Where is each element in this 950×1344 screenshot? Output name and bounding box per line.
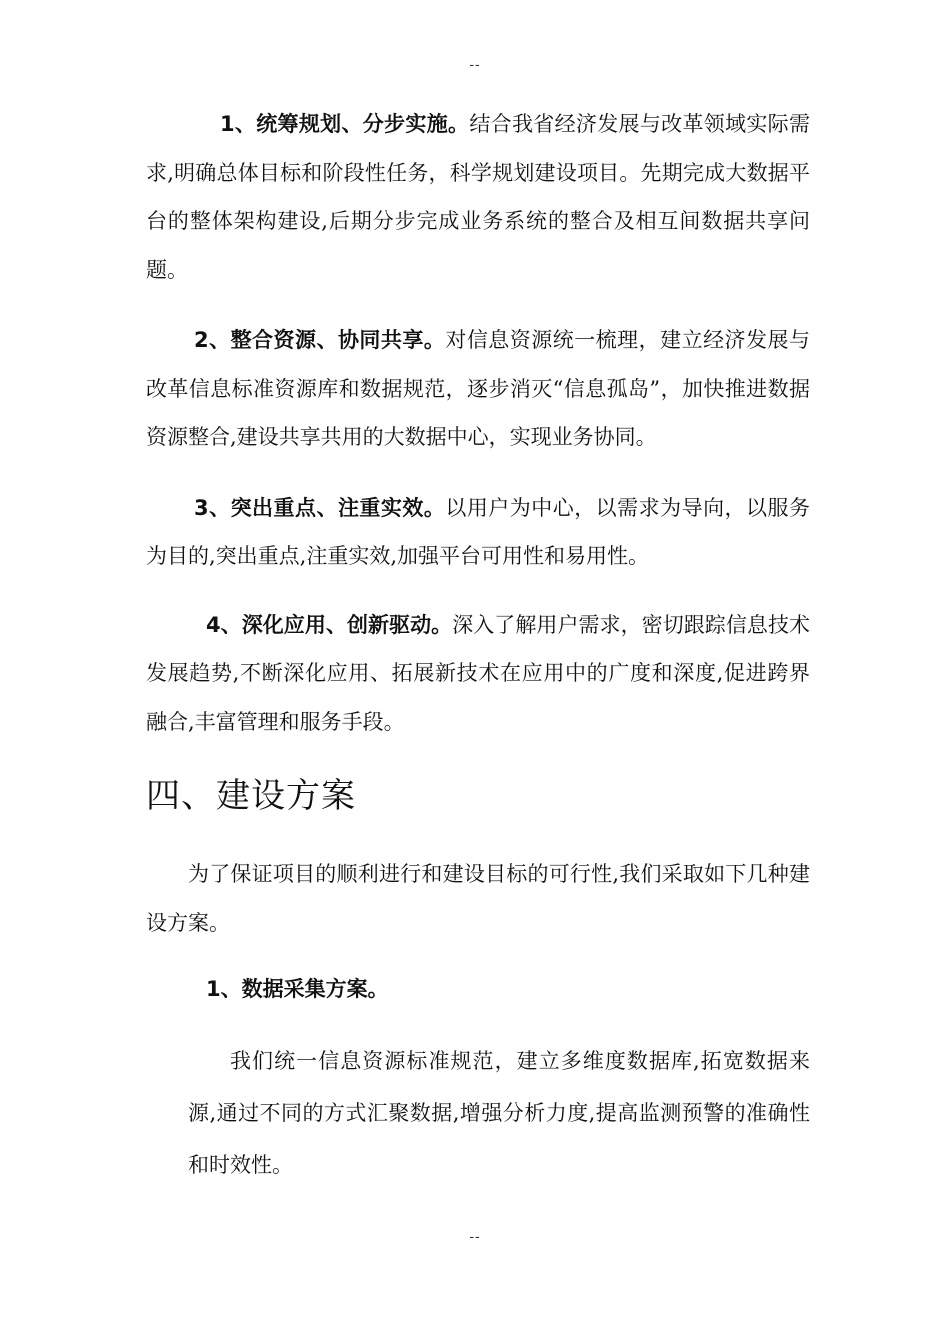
principle-paragraph <box>146 601 810 747</box>
principle-paragraph <box>146 316 810 462</box>
principle-text: 结合我省经济发展与改革领域实际需求,明确总体目标和阶段性任务，科学规划建设项目。先期完成大数据平台的整体架构建设,后期分步完成业务系统的整合及相互间数据共享问题。 <box>146 112 810 282</box>
section-intro: 为了保证项目的顺利进行和建设目标的可行性,我们采取如下几种建设方案。 <box>146 862 810 935</box>
subsection-body: 我们统一信息资源标准规范，建立多维度数据库,拓宽数据来源,通过不同的方式汇聚数据,增强分析力度,提高监测预警的准确性和时效性。 <box>188 1049 810 1177</box>
principle-text: 以用户为中心，以需求为导向，以服务为目的,突出重点,注重实效,加强平台可用性和易用性。 <box>146 495 810 568</box>
principle-heading: 1、统筹规划、分步实施。 <box>220 112 470 136</box>
principle-heading: 3、突出重点、注重实效。 <box>194 495 446 520</box>
page-header-mark: -- <box>469 56 481 72</box>
document-body <box>146 100 810 1191</box>
principle-text: 对信息资源统一梳理，建立经济发展与改革信息标准资源库和数据规范，逐步消灭“信息孤岛”，加快推进数据资源整合,建设共享共用的大数据中心，实现业务协同。 <box>146 328 810 449</box>
page-footer-mark: -- <box>469 1228 481 1244</box>
subsection-heading: 1、数据采集方案。 <box>206 977 389 1001</box>
principle-heading: 4、深化应用、创新驱动。 <box>206 612 453 637</box>
principle-paragraph <box>146 484 810 581</box>
section-title: 四、建设方案 <box>146 776 356 816</box>
principle-paragraph <box>146 100 810 294</box>
principle-heading: 2、整合资源、协同共享。 <box>194 328 446 352</box>
principle-text: 深入了解用户需求，密切跟踪信息技术发展趋势,不断深化应用、拓展新技术在应用中的广度和深度,促进跨界融合,丰富管理和服务手段。 <box>146 612 810 734</box>
